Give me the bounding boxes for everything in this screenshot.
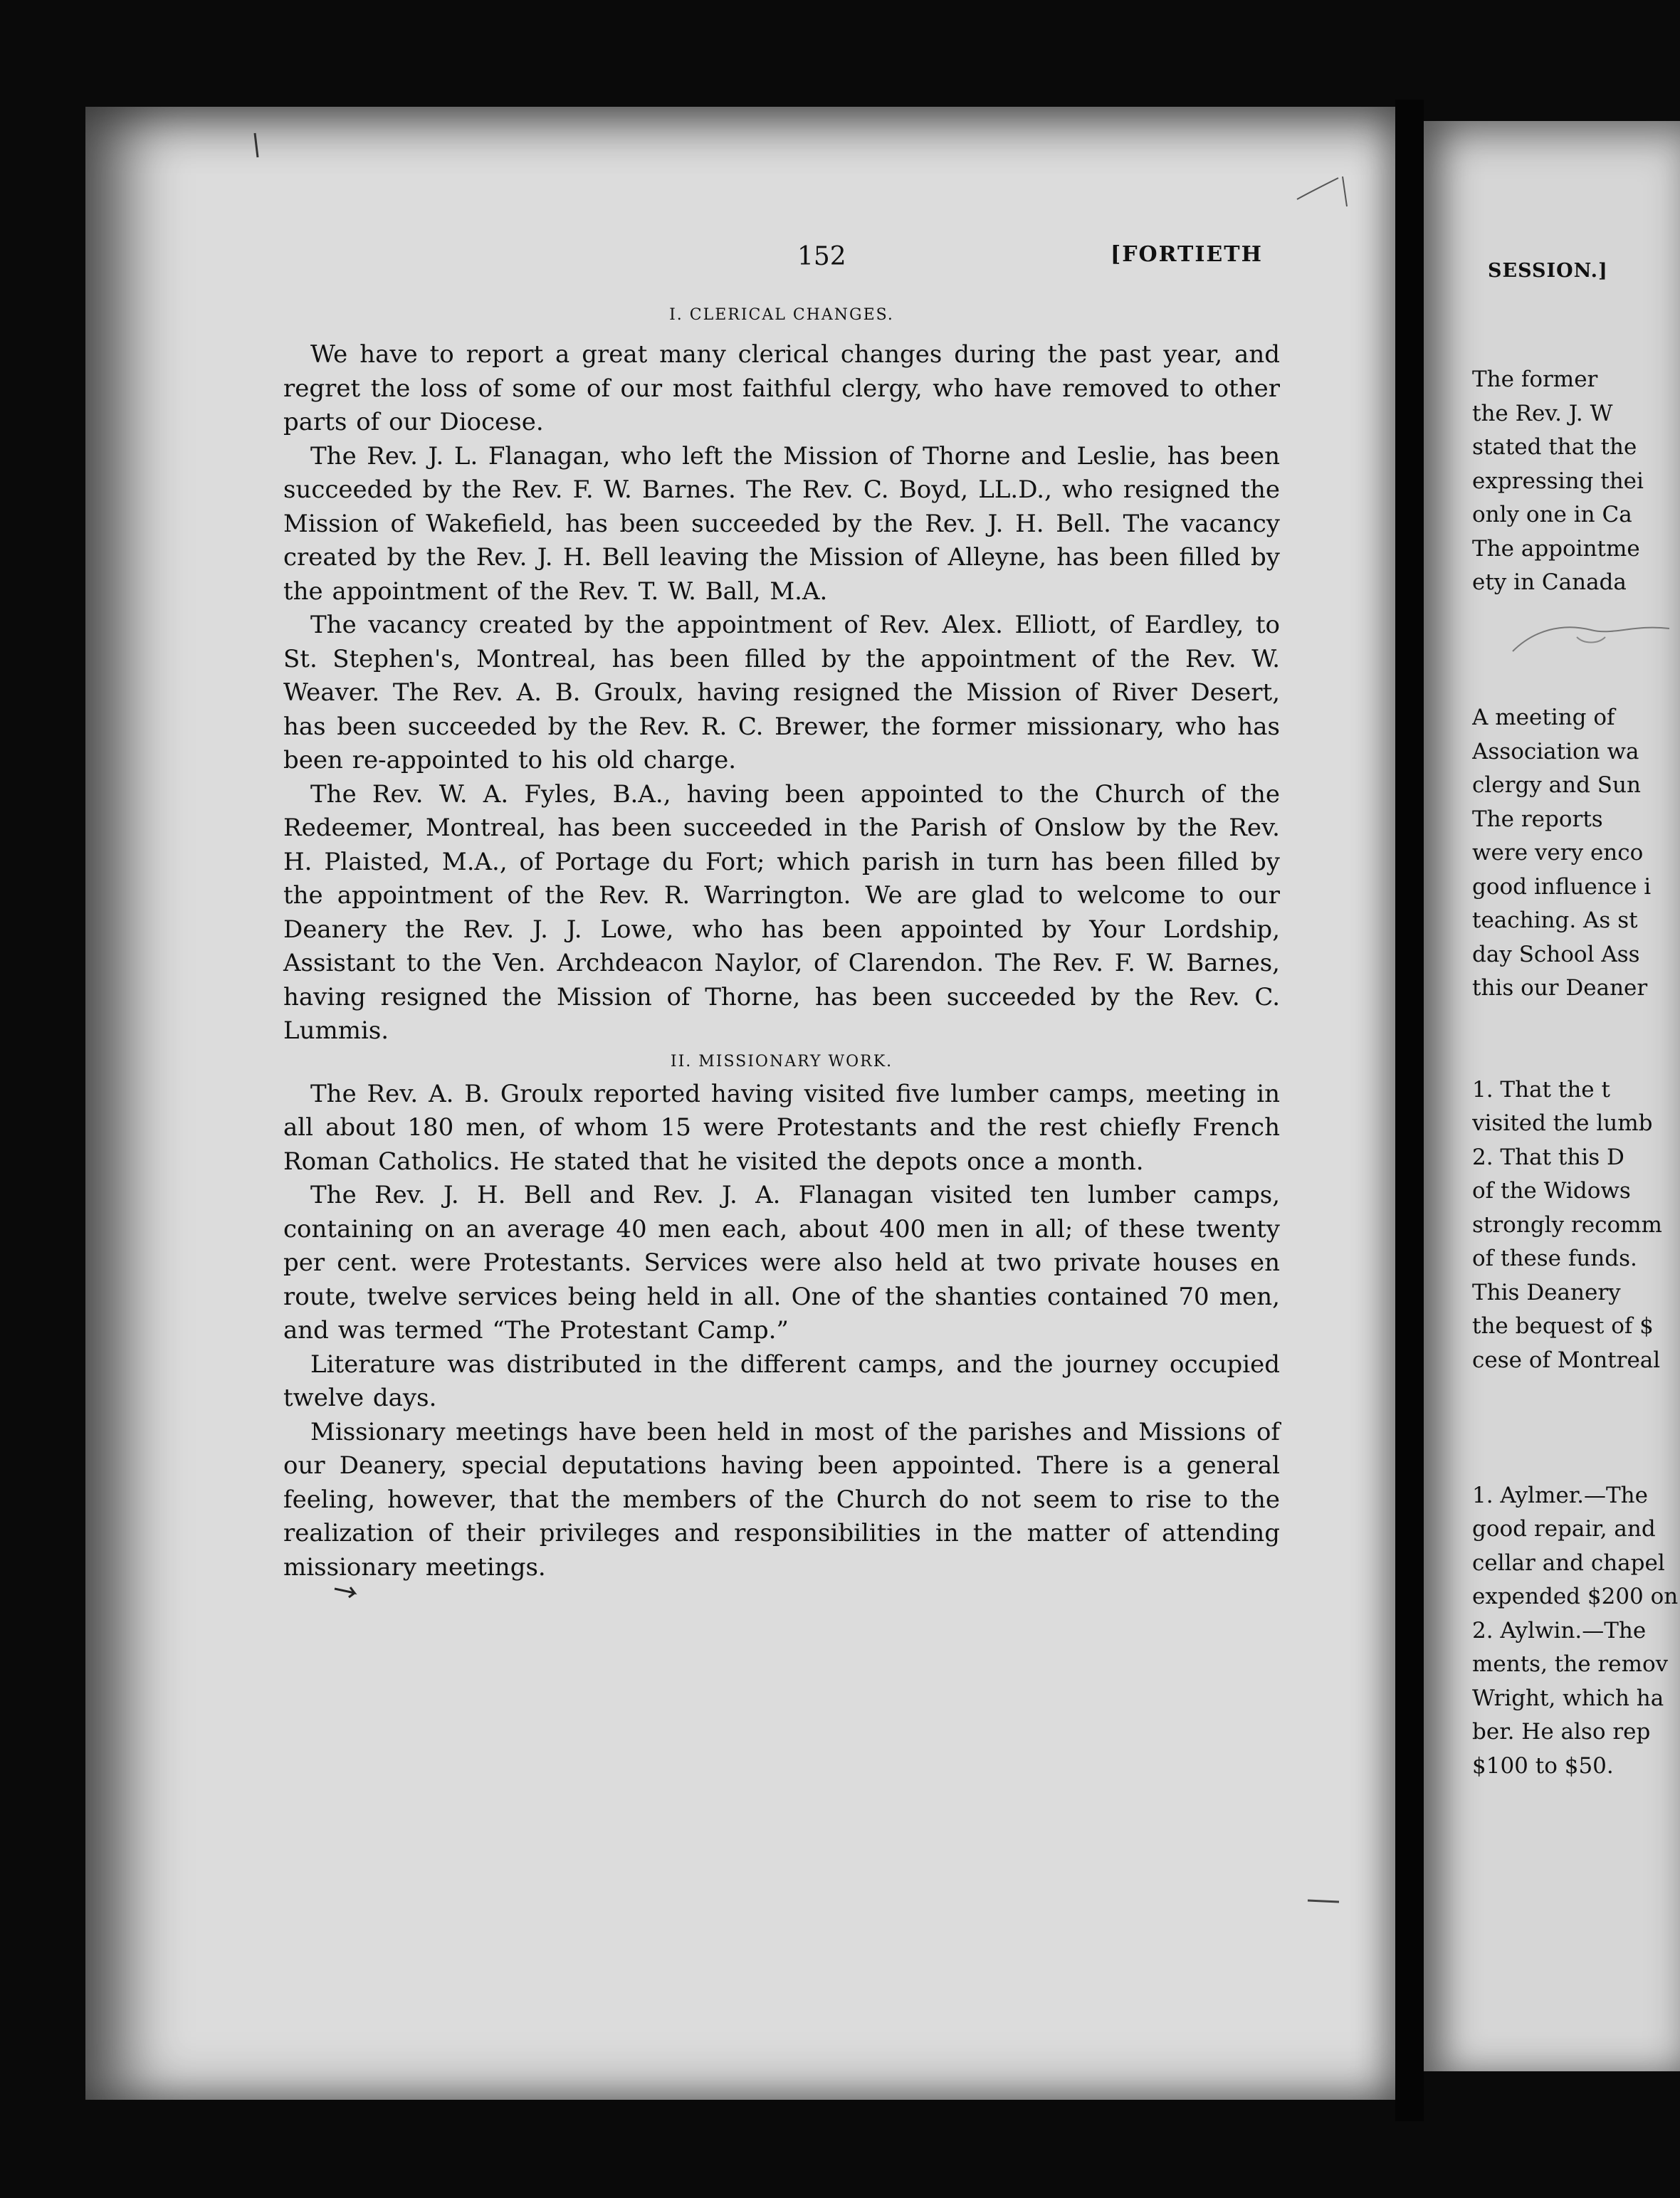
text-line: The appointme <box>1472 535 1640 562</box>
text-line: this our Deaner <box>1472 975 1648 1001</box>
text-line: Association wa <box>1472 738 1639 764</box>
text-line: of the Widows <box>1472 1178 1631 1204</box>
section-heading-missionary-work: II. MISSIONARY WORK. <box>670 1052 893 1071</box>
paragraph: The Rev. A. B. Groulx reported having visited five lumber camps, meeting in all about 180 men, of whom 15 were Protestants and the rest chiefly French Roman Catholics. He stated that he visited the depots once a month. <box>283 1079 1280 1176</box>
text-line: of these funds. <box>1472 1246 1637 1271</box>
text-line: the Rev. J. W <box>1472 400 1613 426</box>
text-line: A meeting of <box>1472 705 1615 730</box>
paragraph: The vacancy created by the appointment of Rev. Alex. Elliott, of Eardley, to St. Stephen's, Montreal, has been filled by the appointment of the Rev. W. Weaver. The Rev. A. B. Groulx, having resigned the Mission of River Desert, has been succeeded by the Rev. R. C. Brewer, the former missionary, who has been re-appointed to his old charge. <box>283 611 1280 774</box>
text-line: visited the lumb <box>1472 1110 1653 1136</box>
text-line: only one in Ca <box>1472 502 1632 527</box>
page-number: 152 <box>797 242 846 271</box>
text-line: cellar and chapel <box>1472 1550 1665 1576</box>
text-line <box>1472 1039 1680 1073</box>
book-gutter <box>1395 100 1424 2121</box>
text-line: stated that the <box>1472 434 1637 460</box>
paragraph: We have to report a great many clerical changes during the past year, and regret the loss of some of our most faithful clergy, who have removed to other parts of our Diocese. <box>283 340 1280 436</box>
scan-speck-mark <box>1306 1893 1342 1908</box>
text-line <box>1472 1006 1680 1040</box>
text-line <box>1472 1377 1680 1411</box>
text-line: 1. That the t <box>1472 1076 1610 1103</box>
paragraph: Missionary meetings have been held in most of the parishes and Missions of our Deanery, special deputations having been appointed. There is a general feeling, however, that the members of the Church do not seem to rise to the realization of their privileges and responsibilities in the matter of attending missionary meetings. <box>283 1417 1280 1582</box>
text-line: This Deanery <box>1472 1279 1621 1305</box>
text-line <box>1472 600 1680 634</box>
text-line: The reports <box>1472 806 1603 832</box>
text-line: cese of Montreal <box>1472 1347 1661 1373</box>
right-page-body <box>1472 363 1680 1783</box>
text-line: $100 to $50. <box>1472 1752 1614 1779</box>
text-line <box>1472 1445 1680 1479</box>
text-line: 2. Aylwin.—The <box>1472 1617 1647 1644</box>
text-line <box>1472 668 1680 702</box>
text-line: ety in Canada <box>1472 569 1627 595</box>
text-line <box>1472 1411 1680 1446</box>
text-line: good repair, and <box>1472 1516 1656 1542</box>
running-head-left: [FORTIETH <box>1111 242 1263 267</box>
paragraph: Literature was distributed in the different camps, and the journey occupied twelve days. <box>283 1350 1280 1412</box>
text-line: expressing thei <box>1472 468 1644 494</box>
text-line: strongly recomm <box>1472 1211 1662 1238</box>
text-line: The former <box>1472 367 1598 392</box>
text-line: 1. Aylmer.—The <box>1472 1482 1648 1508</box>
text-line: expended $200 on <box>1472 1584 1679 1609</box>
scan-speck-mark <box>1296 171 1353 214</box>
running-head-right: SESSION.] <box>1488 260 1608 282</box>
text-line: good influence i <box>1472 873 1652 900</box>
text-line: ments, the remov <box>1472 1651 1669 1677</box>
text-line: the bequest of $ <box>1472 1313 1654 1339</box>
section-heading-clerical-changes: I. CLERICAL CHANGES. <box>669 306 894 324</box>
text-line: day School Ass <box>1472 941 1640 967</box>
left-page-body <box>283 292 1280 1584</box>
text-line: Wright, which ha <box>1472 1685 1664 1711</box>
text-line: clergy and Sun <box>1472 772 1641 798</box>
scan-speck-mark <box>249 132 263 160</box>
paragraph: The Rev. W. A. Fyles, B.A., having been appointed to the Church of the Redeemer, Montreal, has been succeeded in the Parish of Onslow by the Rev. H. Plaisted, M.A., of Portage du Fort; which parish in turn has been filled by the appointment of the Rev. R. Warrington. We are glad to welcome to our Deanery the Rev. J. J. Lowe, who has been appointed by Your Lordship, Assistant to the Ven. Archdeacon Naylor, of Clarendon. The Rev. F. W. Barnes, having resigned the Mission of Thorne, has been succeeded by the Rev. C. Lummis. <box>283 779 1280 1045</box>
text-line: ber. He also rep <box>1472 1719 1651 1745</box>
text-line: teaching. As st <box>1472 908 1638 933</box>
paragraph: The Rev. J. L. Flanagan, who left the Mission of Thorne and Leslie, has been succeeded by the Rev. F. W. Barnes. The Rev. C. Boyd, LL.D., who resigned the Mission of Wakefield, has been succeeded by the Rev. J. H. Bell. The vacancy created by the Rev. J. H. Bell leaving the Mission of Alleyne, has been filled by the appointment of the Rev. T. W. Ball, M.A. <box>283 441 1280 606</box>
paragraph: The Rev. J. H. Bell and Rev. J. A. Flanagan visited ten lumber camps, containing on an average 40 men each, about 400 men in all; of these twenty per cent. were Protestants. Services were also held at two private houses en route, twelve services being held in all. One of the shanties contained 70 men, and was termed “The Protestant Camp.” <box>283 1181 1280 1345</box>
text-line: were very enco <box>1472 840 1644 866</box>
text-line: 2. That this D <box>1472 1144 1624 1170</box>
text-line <box>1472 633 1680 668</box>
